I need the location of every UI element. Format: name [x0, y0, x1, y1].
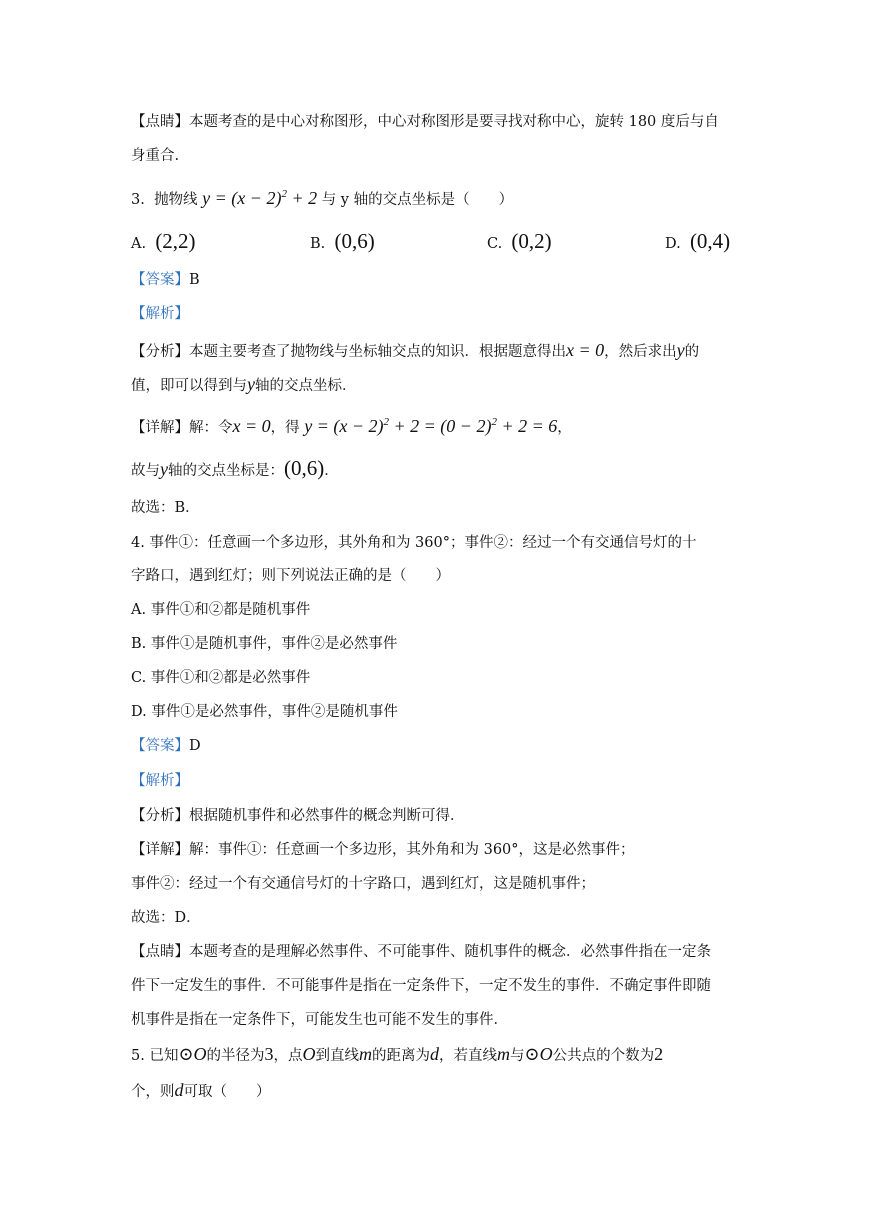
- fenxi-3-line-2: 值，即可以得到与y轴的交点坐标．: [131, 374, 357, 394]
- xiangjie-4-line-1: 【详解】解：事件①：任意画一个多边形，其外角和为 360°，这是必然事件；: [131, 842, 635, 858]
- option-d: D. (0,4): [665, 229, 731, 253]
- option-c: C. (0,2): [487, 229, 552, 253]
- question-4-option-c: C. 事件①和②都是必然事件: [131, 670, 311, 686]
- question-4-option-b: B. 事件①是随机事件，事件②是必然事件: [131, 636, 398, 652]
- question-4-line-2: 字路口，遇到红灯；则下列说法正确的是（ ）: [131, 568, 450, 584]
- dianjing-line-2: 身重合.: [131, 148, 180, 164]
- question-5-line-1: 5. 已知⊙O的半径为3，点O到直线m的距离为d，若直线m与⊙O公共点的个数为2: [131, 1044, 664, 1064]
- xiangjie-3: 【详解】解：令x = 0，得 $y = (x - 2)^2 + 2 = (0 - 2)^2 + 2 = 6$，: [131, 416, 572, 436]
- option-a: A. (2,2): [131, 229, 196, 253]
- dianjing-4-line-1: 【点睛】本题考查的是理解必然事件、不可能事件、随机事件的概念．必然事件指在一定条: [131, 944, 711, 960]
- fenxi-3-line-1: 【分析】本题主要考查了抛物线与坐标轴交点的知识．根据题意得出x = 0，然后求出y的: [131, 340, 700, 360]
- parabola-formula: $y = (x - 2)^2 + 2$: [202, 188, 318, 208]
- question-4-option-a: A. 事件①和②都是随机事件: [131, 602, 311, 618]
- jiexi-3: 【解析】: [131, 306, 189, 322]
- jiexi-4: 【解析】: [131, 773, 189, 789]
- question-4-line-1: 4. 事件①：任意画一个多边形，其外角和为 360°；事件②：经过一个有交通信号灯的十: [131, 535, 697, 551]
- gu-3: 故与y轴的交点坐标是：(0,6)．: [131, 456, 339, 480]
- question-5-line-2: 个，则d可取（ ）: [131, 1080, 271, 1100]
- guxuan-3: 故选：B．: [131, 500, 200, 516]
- question-3-stem: 3. 抛物线 $y = (x - 2)^2 + 2$ 与 y 轴的交点坐标是（ ）: [131, 188, 514, 208]
- answer-4: 【答案】D: [131, 738, 201, 754]
- dianjing-4-line-3: 机事件是指在一定条件下，可能发生也可能不发生的事件．: [131, 1012, 508, 1028]
- answer-3: 【答案】B: [131, 272, 200, 288]
- option-b: B. (0,6): [310, 229, 375, 253]
- xiangjie-4-line-2: 事件②：经过一个有交通信号灯的十字路口，遇到红灯，这是随机事件；: [131, 876, 595, 892]
- dianjing-line-1: 【点睛】本题考查的是中心对称图形，中心对称图形是要寻找对称中心，旋转 180 度后与自: [131, 114, 719, 130]
- guxuan-4: 故选：D．: [131, 910, 201, 926]
- question-4-option-d: D. 事件①是必然事件，事件②是随机事件: [131, 704, 398, 720]
- dianjing-4-line-2: 件下一定发生的事件．不可能事件是指在一定条件下，一定不发生的事件．不确定事件即随: [131, 978, 711, 994]
- fenxi-4: 【分析】根据随机事件和必然事件的概念判断可得．: [131, 808, 465, 824]
